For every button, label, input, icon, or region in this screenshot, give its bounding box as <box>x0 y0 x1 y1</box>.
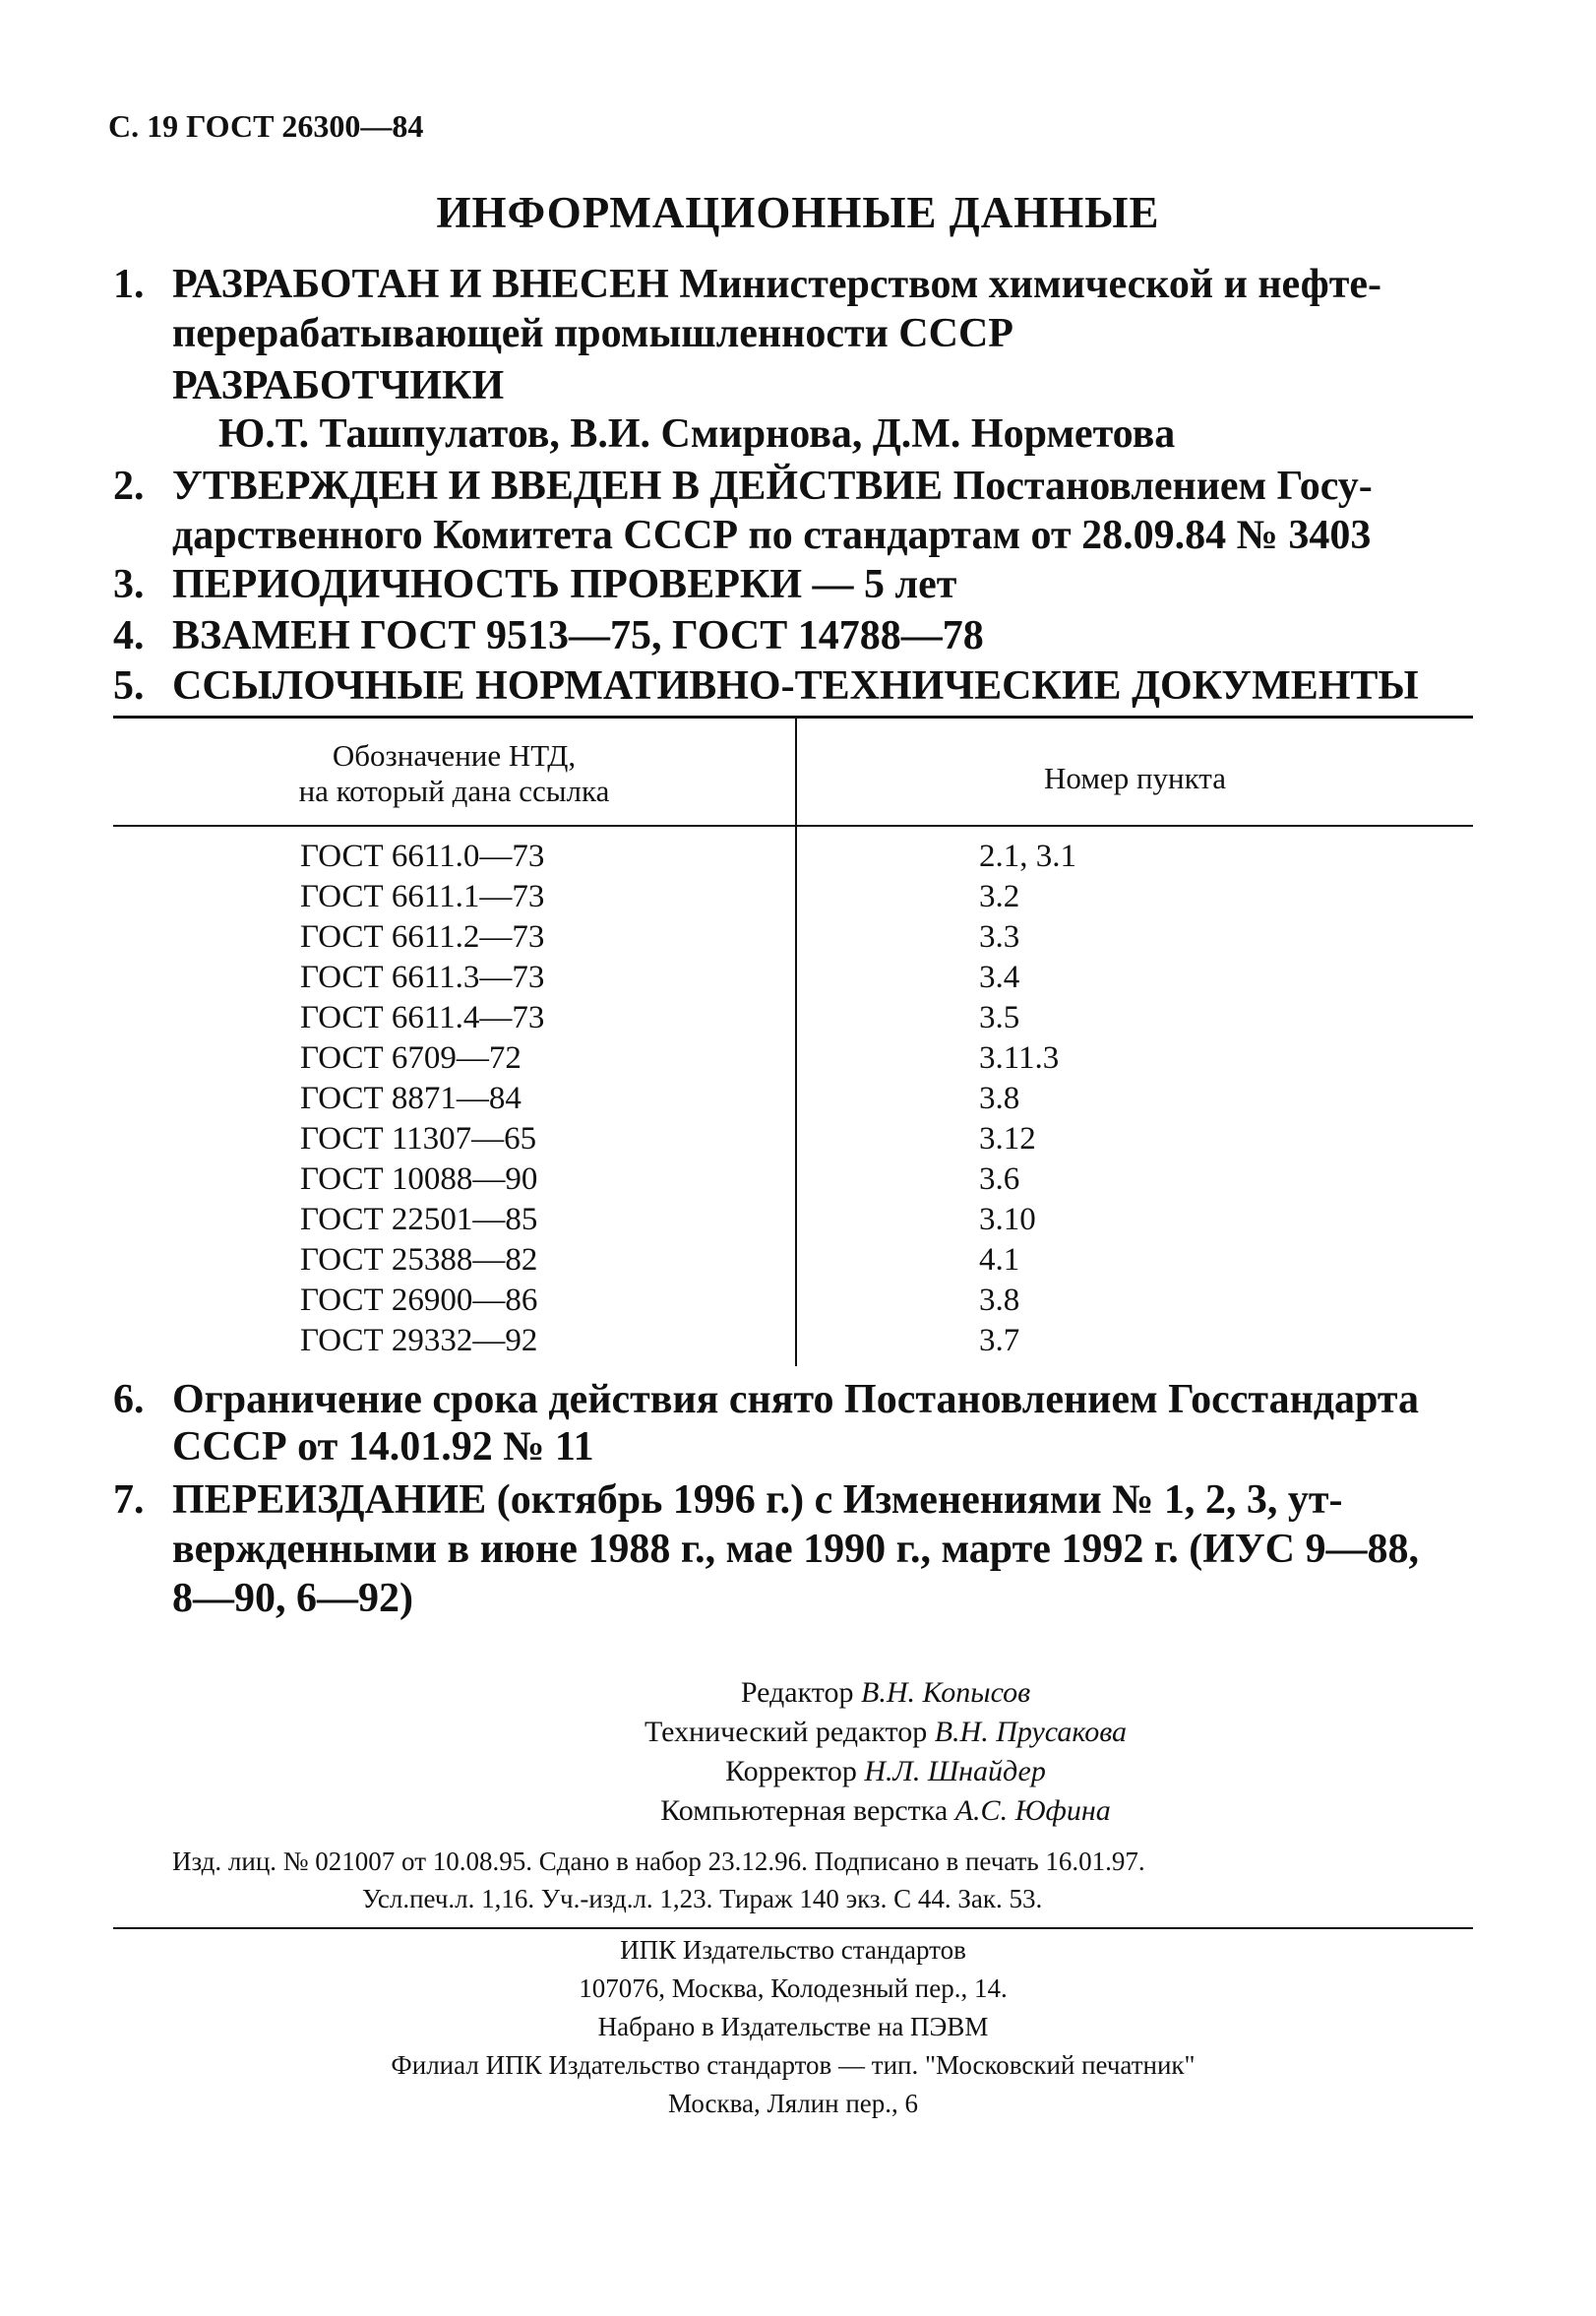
item-7-line-3: 8—90, 6—92) <box>172 1576 413 1621</box>
page-title: ИНФОРМАЦИОННЫЕ ДАННЫЕ <box>436 188 1160 237</box>
item-1-number: 1. <box>113 262 145 307</box>
table-cell-doc: ГОСТ 22501—85 <box>300 1202 538 1237</box>
page-header: С. 19 ГОСТ 26300—84 <box>108 108 424 144</box>
credit-proofreader <box>394 1752 1378 1791</box>
table-cell-doc: ГОСТ 6611.3—73 <box>300 960 545 995</box>
table-header-clause: Номер пункта <box>1044 761 1226 795</box>
credit-name: В.Н. Копысов <box>861 1676 1031 1709</box>
item-6-number: 6. <box>113 1377 145 1422</box>
typeset-note: Набрано в Издательстве на ПЭВМ <box>597 2012 989 2041</box>
item-1-line-2: перерабатывающей промышленности СССР <box>172 311 1013 356</box>
table-header-rule <box>113 825 1473 827</box>
item-2 <box>113 463 1373 510</box>
table-cell-doc: ГОСТ 6611.1—73 <box>300 879 545 914</box>
credit-role: Компьютерная верстка <box>660 1794 955 1827</box>
publisher-name: ИПК Издательство стандартов <box>620 1935 966 1965</box>
credits-block <box>394 1673 1378 1831</box>
table-cell-clause: 3.11.3 <box>979 1040 1060 1076</box>
item-4-heading: ВЗАМЕН ГОСТ 9513—75, ГОСТ 14788—78 <box>172 613 984 658</box>
imprint-line-2: Усл.печ.л. 1,16. Уч.-изд.л. 1,23. Тираж 140 экз. С 44. Зак. 53. <box>362 1884 1043 1913</box>
item-4 <box>113 612 984 659</box>
publisher-block <box>113 1931 1473 2123</box>
table-cell-clause: 3.8 <box>979 1283 1020 1318</box>
table-cell-doc: ГОСТ 6611.0—73 <box>300 839 545 874</box>
credit-name: В.Н. Прусакова <box>934 1716 1128 1748</box>
credit-editor <box>394 1673 1378 1713</box>
item-3-heading: ПЕРИОДИЧНОСТЬ ПРОВЕРКИ <box>172 562 802 607</box>
item-7-line-2: вержденными в июне 1988 г., мае 1990 г., марте 1992 г. (ИУС 9—88, <box>172 1527 1420 1572</box>
table-cell-clause: 3.8 <box>979 1081 1020 1116</box>
table-cell-clause: 3.4 <box>979 960 1020 995</box>
credit-name: А.С. Юфина <box>954 1794 1111 1827</box>
table-cell-clause: 3.6 <box>979 1161 1020 1197</box>
table-cell-doc: ГОСТ 25388—82 <box>300 1242 538 1278</box>
publisher-address: 107076, Москва, Колодезный пер., 14. <box>579 1973 1008 2003</box>
table-header-doc <box>113 738 795 809</box>
item-7 <box>113 1476 1343 1524</box>
table-cell-clause: 3.7 <box>979 1323 1020 1358</box>
table-cell-clause: 2.1, 3.1 <box>979 839 1076 874</box>
table-cell-clause: 4.1 <box>979 1242 1020 1278</box>
table-column-divider <box>795 719 797 1366</box>
credit-role: Редактор <box>740 1676 861 1709</box>
table-cell-clause: 3.5 <box>979 1000 1020 1035</box>
table-cell-clause: 3.3 <box>979 919 1020 955</box>
item-7-text: (октябрь 1996 г.) с Изменениями № 1, 2, 3, ут- <box>486 1477 1343 1523</box>
item-7-heading: ПЕРЕИЗДАНИЕ <box>172 1477 487 1523</box>
item-2-text: Постановлением Госу- <box>943 464 1373 509</box>
table-cell-doc: ГОСТ 6709—72 <box>300 1040 522 1076</box>
credit-tech-editor <box>394 1713 1378 1752</box>
credit-name: Н.Л. Шнайдер <box>864 1755 1046 1787</box>
table-cell-doc: ГОСТ 10088—90 <box>300 1161 538 1197</box>
table-cell-doc: ГОСТ 29332—92 <box>300 1323 538 1358</box>
item-1 <box>113 261 1381 308</box>
table-cell-clause: 3.10 <box>979 1202 1036 1237</box>
table-cell-doc: ГОСТ 8871—84 <box>300 1081 522 1116</box>
item-1-heading: РАЗРАБОТАН И ВНЕСЕН <box>172 262 669 307</box>
table-cell-doc: ГОСТ 6611.2—73 <box>300 919 545 955</box>
table-cell-clause: 3.12 <box>979 1121 1036 1157</box>
item-6-line-2: СССР от 14.01.92 № 11 <box>172 1424 594 1470</box>
item-3-number: 3. <box>113 562 145 607</box>
table-cell-clause: 3.2 <box>979 879 1020 914</box>
item-5 <box>113 662 1419 710</box>
item-6-text: Ограничение срока действия снято Постановлением Госстандарта <box>172 1377 1419 1422</box>
item-6 <box>113 1376 1419 1423</box>
imprint-line-1: Изд. лиц. № 021007 от 10.08.95. Сдано в набор 23.12.96. Подписано в печать 16.01.97. <box>172 1847 1145 1876</box>
item-4-number: 4. <box>113 613 145 658</box>
item-2-line-2: дарственного Комитета СССР по стандартам от 28.09.84 № 3403 <box>172 513 1372 558</box>
table-header-doc-line-1: Обозначение НТД, <box>332 738 577 773</box>
table-cell-doc: ГОСТ 6611.4—73 <box>300 1000 545 1035</box>
table-cell-doc: ГОСТ 11307—65 <box>300 1121 537 1157</box>
imprint-rule <box>113 1927 1473 1929</box>
credit-role: Технический редактор <box>644 1716 935 1748</box>
item-2-number: 2. <box>113 464 145 509</box>
item-1-text: Министерством химической и нефте- <box>668 262 1382 307</box>
table-top-rule <box>113 716 1473 719</box>
item-3-text: — 5 лет <box>802 562 957 607</box>
table-header-doc-line-2: на который дана ссылка <box>298 774 610 808</box>
printer-name: Филиал ИПК Издательство стандартов — тип. "Московский печатник" <box>391 2050 1196 2080</box>
item-7-number: 7. <box>113 1477 145 1523</box>
printer-address: Москва, Лялин пер., 6 <box>667 2089 919 2118</box>
credit-role: Корректор <box>725 1755 865 1787</box>
credit-layout <box>394 1791 1378 1831</box>
table-cell-doc: ГОСТ 26900—86 <box>300 1283 538 1318</box>
item-3 <box>113 561 956 608</box>
developers-names: Ю.Т. Ташпулатов, В.И. Смирнова, Д.М. Норметова <box>218 411 1176 457</box>
developers-heading: РАЗРАБОТЧИКИ <box>172 363 505 408</box>
item-5-number: 5. <box>113 663 145 709</box>
item-5-heading: ССЫЛОЧНЫЕ НОРМАТИВНО-ТЕХНИЧЕСКИЕ ДОКУМЕНТЫ <box>172 663 1419 709</box>
item-2-heading: УТВЕРЖДЕН И ВВЕДЕН В ДЕЙСТВИЕ <box>172 464 944 509</box>
